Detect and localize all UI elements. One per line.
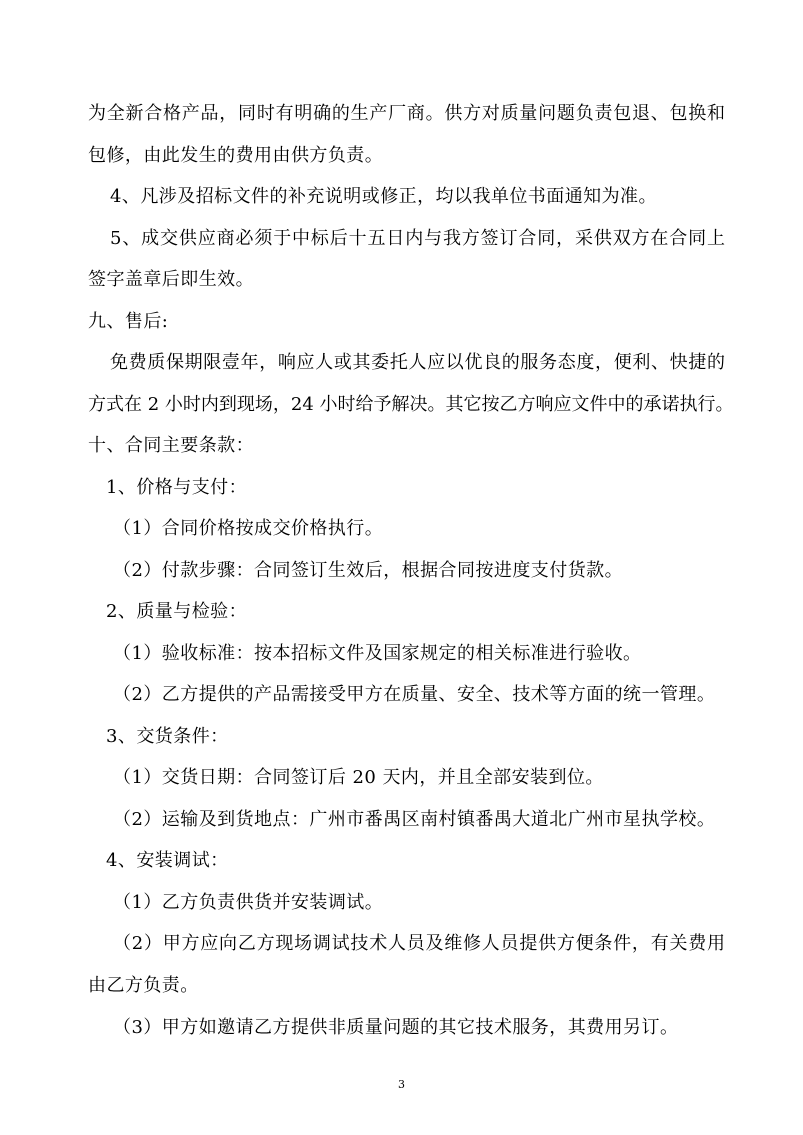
contract-item: （1）验收标准：按本招标文件及国家规定的相关标准进行验收。 [113, 643, 642, 664]
subsection-heading: 2、质量与检验： [106, 601, 248, 622]
contract-item: （3）甲方如邀请乙方提供非质量问题的其它技术服务，其费用另订。 [113, 1017, 679, 1038]
after-sales-text: 免费质保期限壹年，响应人或其委托人应以优良的服务态度，便利、快捷的 [110, 352, 725, 373]
paragraph-line: 包修，由此发生的费用由供方负责。 [88, 145, 384, 166]
subsection-heading: 3、交货条件： [106, 726, 229, 747]
contract-item: （2）付款步骤：合同签订生效后，根据合同按进度支付货款。 [113, 560, 624, 581]
contract-item: （2）甲方应向乙方现场调试技术人员及维修人员提供方便条件，有关费用 [113, 933, 725, 954]
contract-item: （1）合同价格按成交价格执行。 [113, 518, 384, 539]
paragraph-line: 签字盖章后即生效。 [88, 269, 255, 290]
contract-item: （2）运输及到货地点：广州市番禺区南村镇番禺大道北广州市星执学校。 [113, 809, 716, 830]
paragraph-line: 为全新合格产品，同时有明确的生产厂商。供方对质量问题负责包退、包换和 [88, 103, 725, 124]
clause-4: 4、凡涉及招标文件的补充说明或修正，均以我单位书面通知为准。 [110, 186, 657, 207]
subsection-heading: 4、安装调试： [106, 850, 229, 871]
subsection-heading: 1、价格与支付： [106, 477, 248, 498]
section-heading-contract-terms: 十、合同主要条款： [88, 435, 255, 456]
clause-5: 5、成交供应商必须于中标后十五日内与我方签订合同，采供双方在合同上 [110, 228, 725, 249]
contract-item: （2）乙方提供的产品需接受甲方在质量、安全、技术等方面的统一管理。 [113, 684, 716, 705]
section-heading-after-sales: 九、售后: [88, 311, 169, 332]
after-sales-text: 方式在 2 小时内到现场，24 小时给予解决。其它按乙方响应文件中的承诺执行。 [88, 394, 734, 415]
contract-item: （1）交货日期：合同签订后 20 天内，并且全部安装到位。 [113, 767, 604, 788]
contract-item: （1）乙方负责供货并安装调试。 [113, 892, 384, 913]
page-number: 3 [398, 1078, 405, 1091]
contract-item-continuation: 由乙方负责。 [88, 975, 199, 996]
